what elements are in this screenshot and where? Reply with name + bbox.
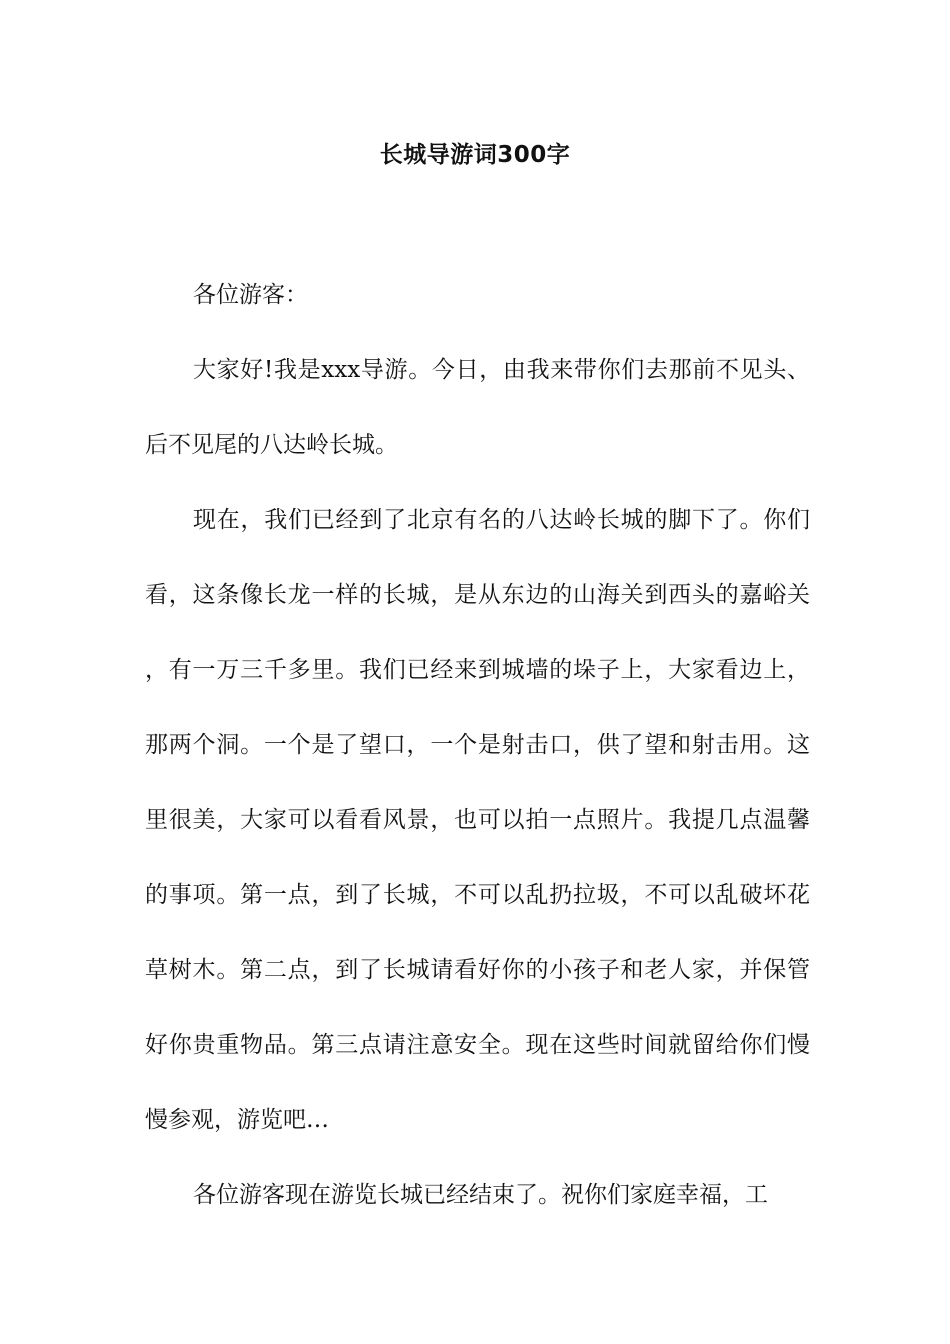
paragraph-closing: 各位游客现在游览长城已经结束了。祝你们家庭幸福，工 [193,1182,768,1208]
paragraph-main-content: 现在，我们已经到了北京有名的八达岭长城的脚下了。你们看，这条像长龙一样的长城，是从东边的山海关到西头的嘉峪关，有一万三千多里。我们已经来到城墙的垛子上，大家看边上，那两个洞。一个是了望口，一个是射击口，供了望和射击用。这里很美，大家可以看看风景，也可以拍一点照片。我提几点温馨的事项。第一点，到了长城，不可以乱扔拉圾，不可以乱破坏花草树木。第二点，到了长城请看好你的小孩子和老人家，并保管好你贵重物品。第三点请注意安全。现在这些时间就留给你们慢慢参观，游览吧… [145,507,810,1133]
document-title: 长城导游词300字 [379,142,571,168]
paragraph-introduction: 大家好!我是xxx导游。今日，由我来带你们去那前不见头、后不见尾的八达岭长城。 [145,357,810,458]
paragraph-greeting: 各位游客： [193,282,308,308]
document-body [145,258,810,1233]
